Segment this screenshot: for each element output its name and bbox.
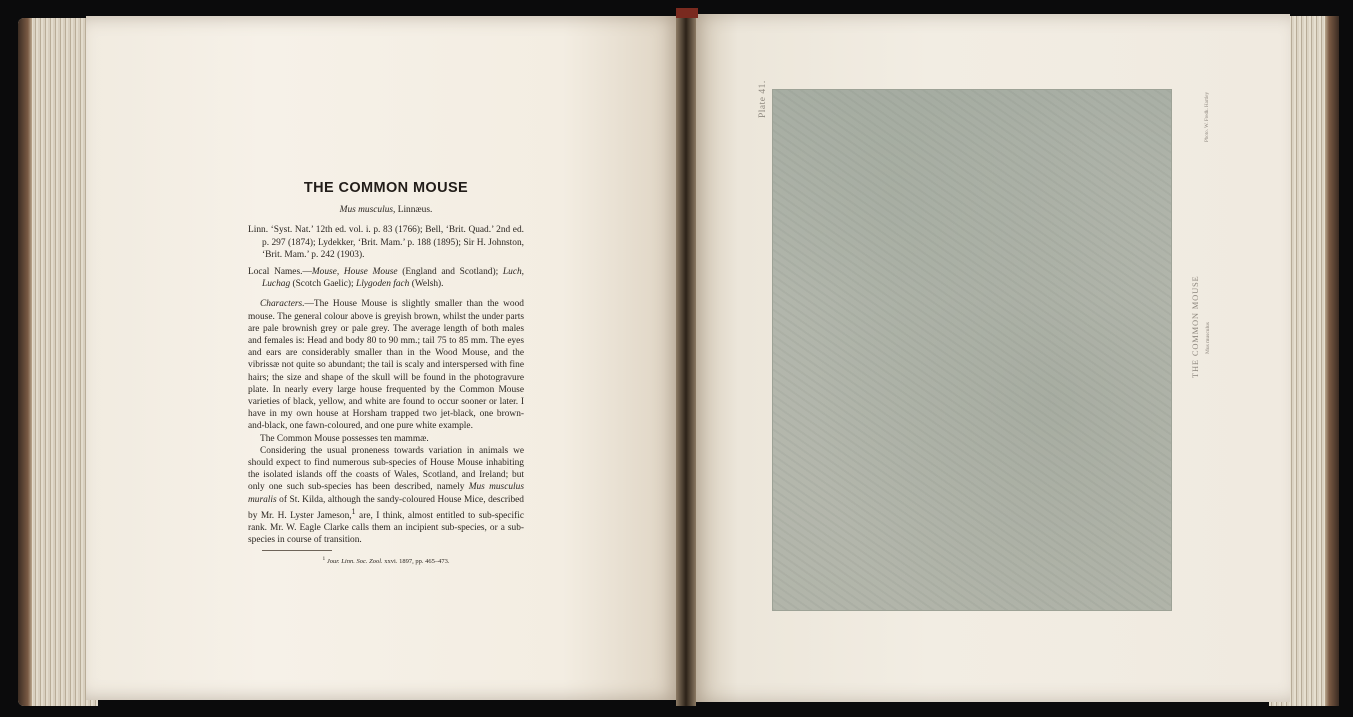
characters-text: —The House Mouse is slightly smaller than the wood mouse. The general colour above is greyish brown, whilst the under parts are pale brownish grey or pale grey. The average length of both males and females is: Head and body 80 to 90 mm.; tail 75 to 85 mm. The eyes and ears are considerably smaller than in the Wood Mouse, and the vibrissæ not quite so abundant; the tail is scaly and interspersed with fine hairs; the size and shape of the skull will be found in the photogravure plate. In nearly every large house frequented by the Common Mouse varieties of black, yellow, and white are found to occur sooner or later. I have in my own house at Horsham trapped two jet-black, one brown-and-black, one fawn-coloured, and one pure white example.: [248, 299, 524, 432]
subspecies-paragraph: [248, 445, 524, 547]
left-page-text: [248, 182, 524, 566]
footnote: [248, 555, 524, 566]
characters-label: Characters.: [260, 299, 305, 310]
scientific-name-species: Mus musculus,: [339, 205, 396, 216]
local-names-dash: —: [302, 267, 312, 278]
local-name-region-1: (England and Scotland);: [397, 267, 503, 278]
local-name-gaelic: Luch, Luchag: [262, 267, 525, 290]
photogravure-plate: [773, 90, 1171, 610]
book-gutter: [676, 10, 696, 706]
subspecies-name: Mus musculus muralis: [248, 482, 524, 505]
footnote-text: xxvi. 1897, pp. 465–473.: [382, 557, 450, 565]
bookmark-ribbon: [676, 8, 698, 18]
plate-caption-subtitle: Mus musculus: [1205, 322, 1211, 354]
plate-number: Plate 41.: [758, 80, 768, 118]
subspecies-text-c: are, I think, almost entitled to sub-specific rank. Mr. W. Eagle Clarke calls them an incipient sub-species, or a sub-species in course of transition.: [248, 511, 524, 546]
scientific-name-author: Linnæus.: [395, 205, 433, 216]
reference-citations: Linn. ‘Syst. Nat.’ 12th ed. vol. i. p. 83 (1766); Bell, ‘Brit. Quad.’ 2nd ed. p. 297 (1874); Lydekker, ‘Brit. Mam.’ p. 188 (1895); Sir H. Johnston, ‘Brit. Mam.’ p. 242 (1903).: [248, 225, 524, 260]
plate-texture: [773, 90, 1171, 610]
mammae-paragraph: The Common Mouse possesses ten mammæ.: [260, 433, 429, 444]
local-names: [248, 266, 524, 290]
page-title: THE COMMON MOUSE: [303, 180, 469, 196]
spine-right: [1325, 16, 1339, 706]
local-name-region-3: (Welsh).: [409, 279, 444, 290]
plate-caption-title: THE COMMON MOUSE: [1190, 275, 1200, 378]
footnote-ref: 1: [351, 506, 356, 516]
local-name-welsh: Llygoden fach: [355, 279, 410, 290]
local-name-region-2: (Scotch Gaelic);: [290, 279, 356, 290]
local-names-label: Local Names.: [248, 267, 303, 278]
local-name-english: Mouse, House Mouse: [311, 267, 398, 278]
footnote-divider: [262, 550, 332, 551]
spine-left: [18, 18, 32, 706]
plate-credit: Photo. W. Fredk. Hartley: [1205, 92, 1210, 142]
footnote-journal: Jour. Linn. Soc. Zool.: [326, 557, 383, 565]
footnote-mark: 1: [322, 555, 326, 562]
subspecies-text-a: Considering the usual proneness towards variation in animals we should expect to find numerous sub-species of House Mouse inhabiting the isolated islands off the coasts of Wales, Scotland, and Ireland; but only one such sub-species has been described, namely: [248, 445, 524, 493]
characters-paragraph: [248, 298, 524, 432]
subspecies-text-b: of St. Kilda, although the sandy-coloured House Mice, described by Mr. H. Lyster Jameson,: [248, 494, 524, 521]
scientific-name: [248, 204, 524, 216]
